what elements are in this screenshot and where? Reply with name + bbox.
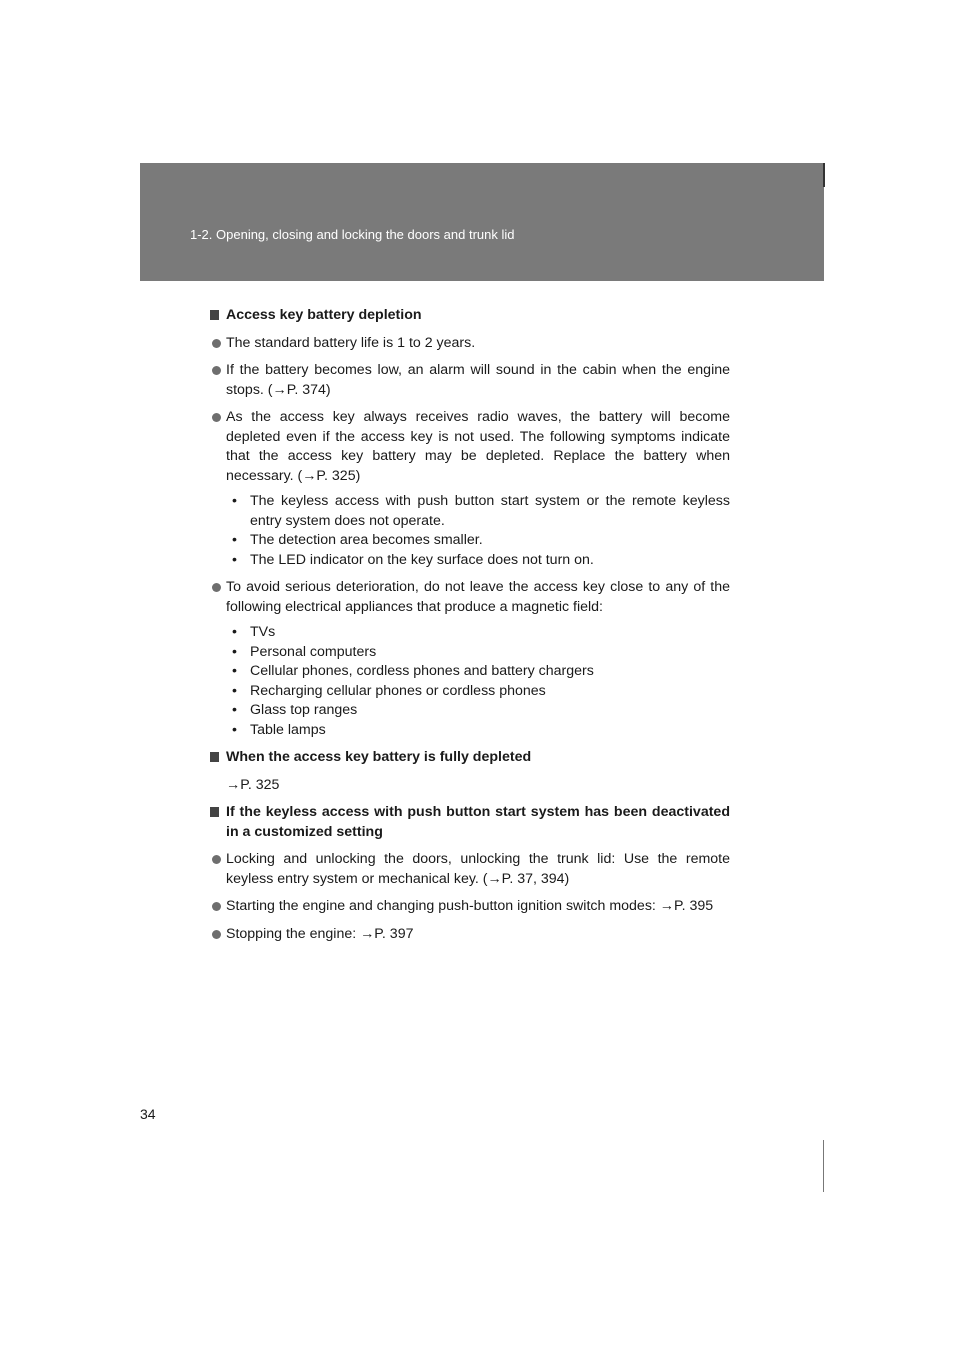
- sub-list-item: • Glass top ranges: [232, 702, 358, 718]
- sub-list-item: • Cellular phones, cordless phones and battery chargers: [232, 663, 594, 679]
- sub-list-item: • Recharging cellular phones or cordless phones: [232, 682, 546, 699]
- circle-bullet-icon: [212, 583, 221, 592]
- section-heading: If the keyless access with push button start system has been deactivated in a customized setting: [210, 803, 730, 842]
- section-customized-setting: [210, 803, 730, 944]
- list-item: To avoid serious deterioration, do not leave the access key close to any of the following electrical appliances that produce a magnetic field: • TVs • Personal computers • Cellular phones, cordless phones and battery chargers • Recharging cellular phones or cordless phones • Glass top ranges • Table lamps: [210, 578, 730, 740]
- circle-bullet-icon: [212, 413, 221, 422]
- circle-bullet-icon: [212, 366, 221, 375]
- list-item: If the battery becomes low, an alarm will sound in the cabin when the engine stops. (→P. 374): [210, 361, 730, 400]
- circle-bullet-icon: [212, 902, 221, 911]
- list-item: As the access key always receives radio waves, the battery will become depleted even if the access key is not used. The following symptoms indicate that the access key battery may be depleted. Replace the battery when necessary. (→P. 325) • The keyless access with push button start system or the remote keyless entry system does not operate. • The detection area becomes smaller. • The LED indicator on the key surface does not turn on.: [210, 408, 730, 570]
- list-item: Starting the engine and changing push-button ignition switch modes: →P. 395: [210, 897, 730, 917]
- sub-list-item: • Personal computers: [232, 643, 377, 660]
- section-battery-depletion: [210, 306, 730, 740]
- sub-list-item: • The LED indicator on the key surface does not turn on.: [232, 551, 594, 568]
- sub-list-item: • The keyless access with push button start system or the remote keyless entry system does not operate.: [232, 493, 730, 529]
- sub-list: [226, 492, 730, 570]
- list-item: The standard battery life is 1 to 2 years.: [210, 334, 730, 354]
- circle-bullet-icon: [212, 930, 221, 939]
- page-content: [210, 306, 730, 952]
- section-heading: Access key battery depletion: [210, 306, 730, 326]
- sub-list: [226, 623, 730, 740]
- sub-list-item: • Table lamps: [232, 721, 326, 738]
- circle-bullet-icon: [212, 339, 221, 348]
- page-reference: →P. 325: [226, 776, 280, 793]
- chapter-header: [140, 163, 824, 281]
- sub-list-item: • TVs: [232, 624, 276, 640]
- circle-bullet-icon: [212, 855, 221, 864]
- sub-list-item: • The detection area becomes smaller.: [232, 532, 483, 548]
- square-bullet-icon: [210, 310, 219, 320]
- list-item: Locking and unlocking the doors, unlocking the trunk lid: Use the remote keyless entry system or mechanical key. (→P. 37, 394): [210, 850, 730, 889]
- section-fully-depleted: [210, 748, 730, 795]
- corner-mark: [823, 163, 825, 187]
- square-bullet-icon: [210, 752, 219, 762]
- page-number: 34: [140, 1106, 156, 1122]
- section-heading: When the access key battery is fully depleted: [210, 748, 730, 768]
- chapter-title: 1-2. Opening, closing and locking the doors and trunk lid: [190, 227, 515, 242]
- list-item: Stopping the engine: →P. 397: [210, 925, 730, 945]
- side-mark: [823, 1140, 824, 1192]
- square-bullet-icon: [210, 807, 219, 817]
